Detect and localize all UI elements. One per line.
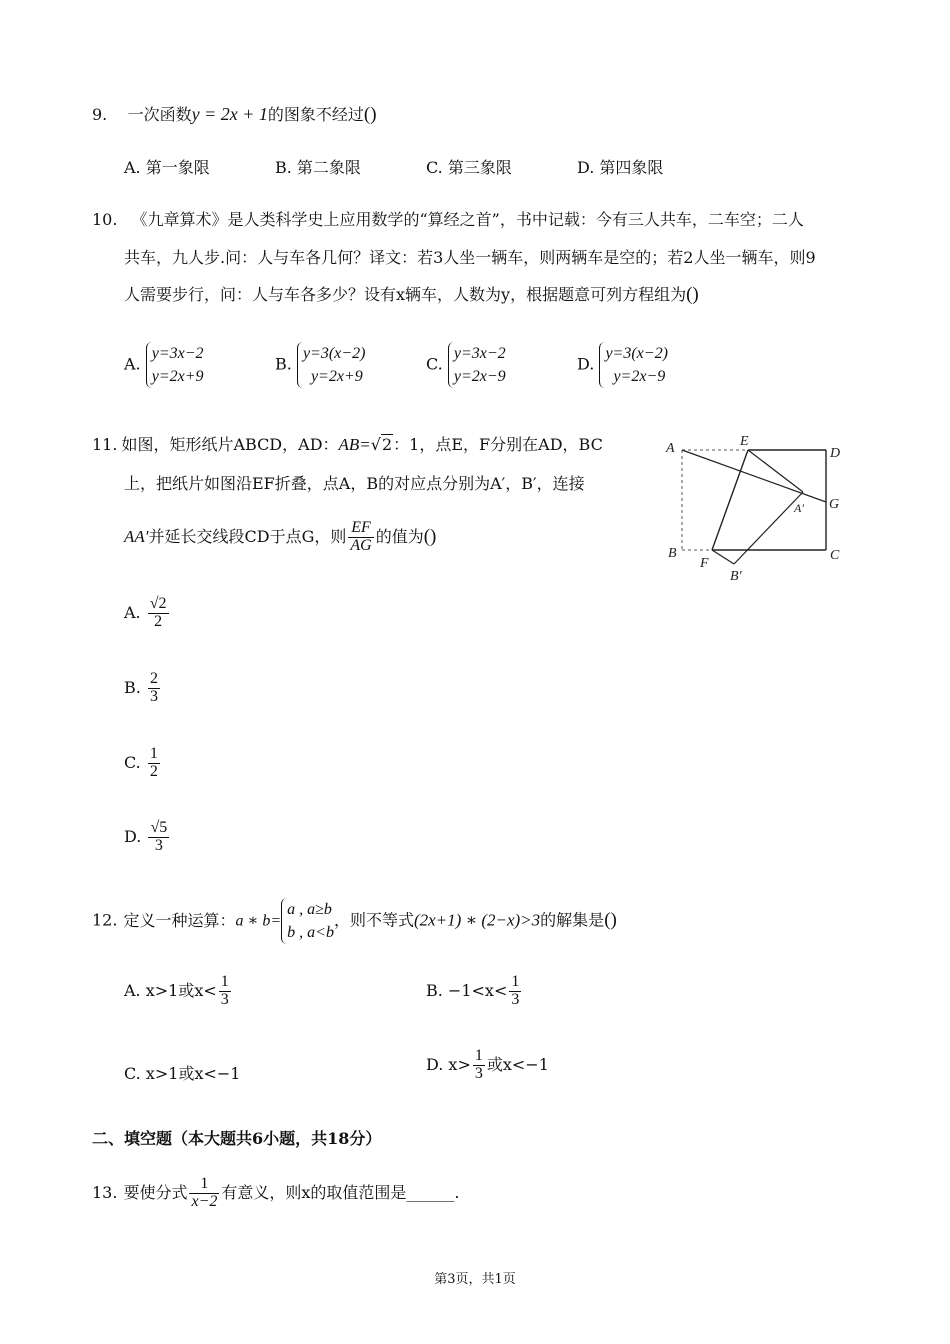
label-e: E xyxy=(740,434,749,449)
label-b1: B′ xyxy=(730,569,742,584)
q9-stem: 9. 一次函数y = 2x + 1的图象不经过() xyxy=(92,104,377,125)
q11-line1: 11. 如图，矩形纸片ABCD，AD：AB=√2：1，点E，F分别在AD，BC xyxy=(92,435,603,454)
q11-option-d: D. $\frac{√5}{3}$ xyxy=(124,819,168,854)
q10-line3: 人需要步行，问：人与车各多少？设有x辆车，人数为y，根据题意可列方程组为() xyxy=(124,284,699,305)
q12-option-d: D. x> $\frac{1}{3}$ 或x<−1 xyxy=(426,1047,549,1082)
q10-line1: 10. 《九章算术》是人类科学史上应用数学的“算经之首”，书中记载：今有三人共车，二车空；二人 xyxy=(92,210,804,229)
q9-option-c: C. 第三象限 xyxy=(426,158,512,177)
segment-ag xyxy=(682,450,826,502)
q10-option-c: C. y=3x−2 y=2x−9 xyxy=(426,342,506,388)
q11-option-b: B. $\frac{2}{3}$ xyxy=(124,670,158,705)
label-d: D xyxy=(830,446,841,461)
q12-option-b: B. −1<x< $\frac{1}{3}$ xyxy=(426,973,520,1008)
q12-stem: 12. 定义一种运算：a ∗ b= a , a≥b b , a<b ，则不等式(2x+1) ∗ (2−x)>3的解集是() xyxy=(92,898,617,944)
q10-option-a: A. y=3x−2 y=2x+9 xyxy=(124,342,204,388)
page-footer: 第3页，共1页 xyxy=(434,1272,516,1287)
q12-option-c: C. x>1或x<−1 xyxy=(124,1064,241,1083)
segment-a1b1 xyxy=(734,492,803,564)
section-heading: 二、填空题（本大题共6小题，共18分） xyxy=(92,1129,382,1148)
segment-ef xyxy=(712,450,748,550)
q11-option-c: C. $\frac{1}{2}$ xyxy=(124,745,158,780)
label-c: C xyxy=(830,548,840,563)
label-g: G xyxy=(829,497,840,512)
label-a1: A′ xyxy=(794,501,804,515)
q11-line2: 上，把纸片如图沿EF折叠，点A，B的对应点分别为A′，B′，连接 xyxy=(124,474,585,493)
label-b: B xyxy=(668,546,677,561)
q11-line3: AA′并延长交线段CD于点G，则 $\frac{EF}{AG}$ 的值为() xyxy=(124,519,437,554)
q9-option-b: B. 第二象限 xyxy=(275,158,361,177)
q11-figure xyxy=(660,430,850,590)
q9-option-a: A. 第一象限 xyxy=(124,158,210,177)
q10-option-d: D. y=3(x−2) y=2x−9 xyxy=(577,342,668,388)
q11-option-a: A. $\frac{√2}{2}$ xyxy=(124,595,167,630)
q12-option-a: A. x>1或x< $\frac{1}{3}$ xyxy=(124,973,229,1008)
q9-option-d: D. 第四象限 xyxy=(577,158,664,177)
label-f: F xyxy=(700,556,709,571)
q10-line2: 共车，九人步.问：人与车各几何？译文：若3人坐一辆车，则两辆车是空的；若2人坐一辆车，则9 xyxy=(124,248,816,267)
segment-fb1 xyxy=(712,550,734,564)
label-a: A xyxy=(666,441,675,456)
segment-ea1 xyxy=(748,450,803,492)
q10-option-b: B. y=3(x−2) y=2x+9 xyxy=(275,342,365,388)
q13-stem: 13. 要使分式 $\frac{1}{x-2}$ 有意义，则x的取值范围是______. xyxy=(92,1175,460,1210)
